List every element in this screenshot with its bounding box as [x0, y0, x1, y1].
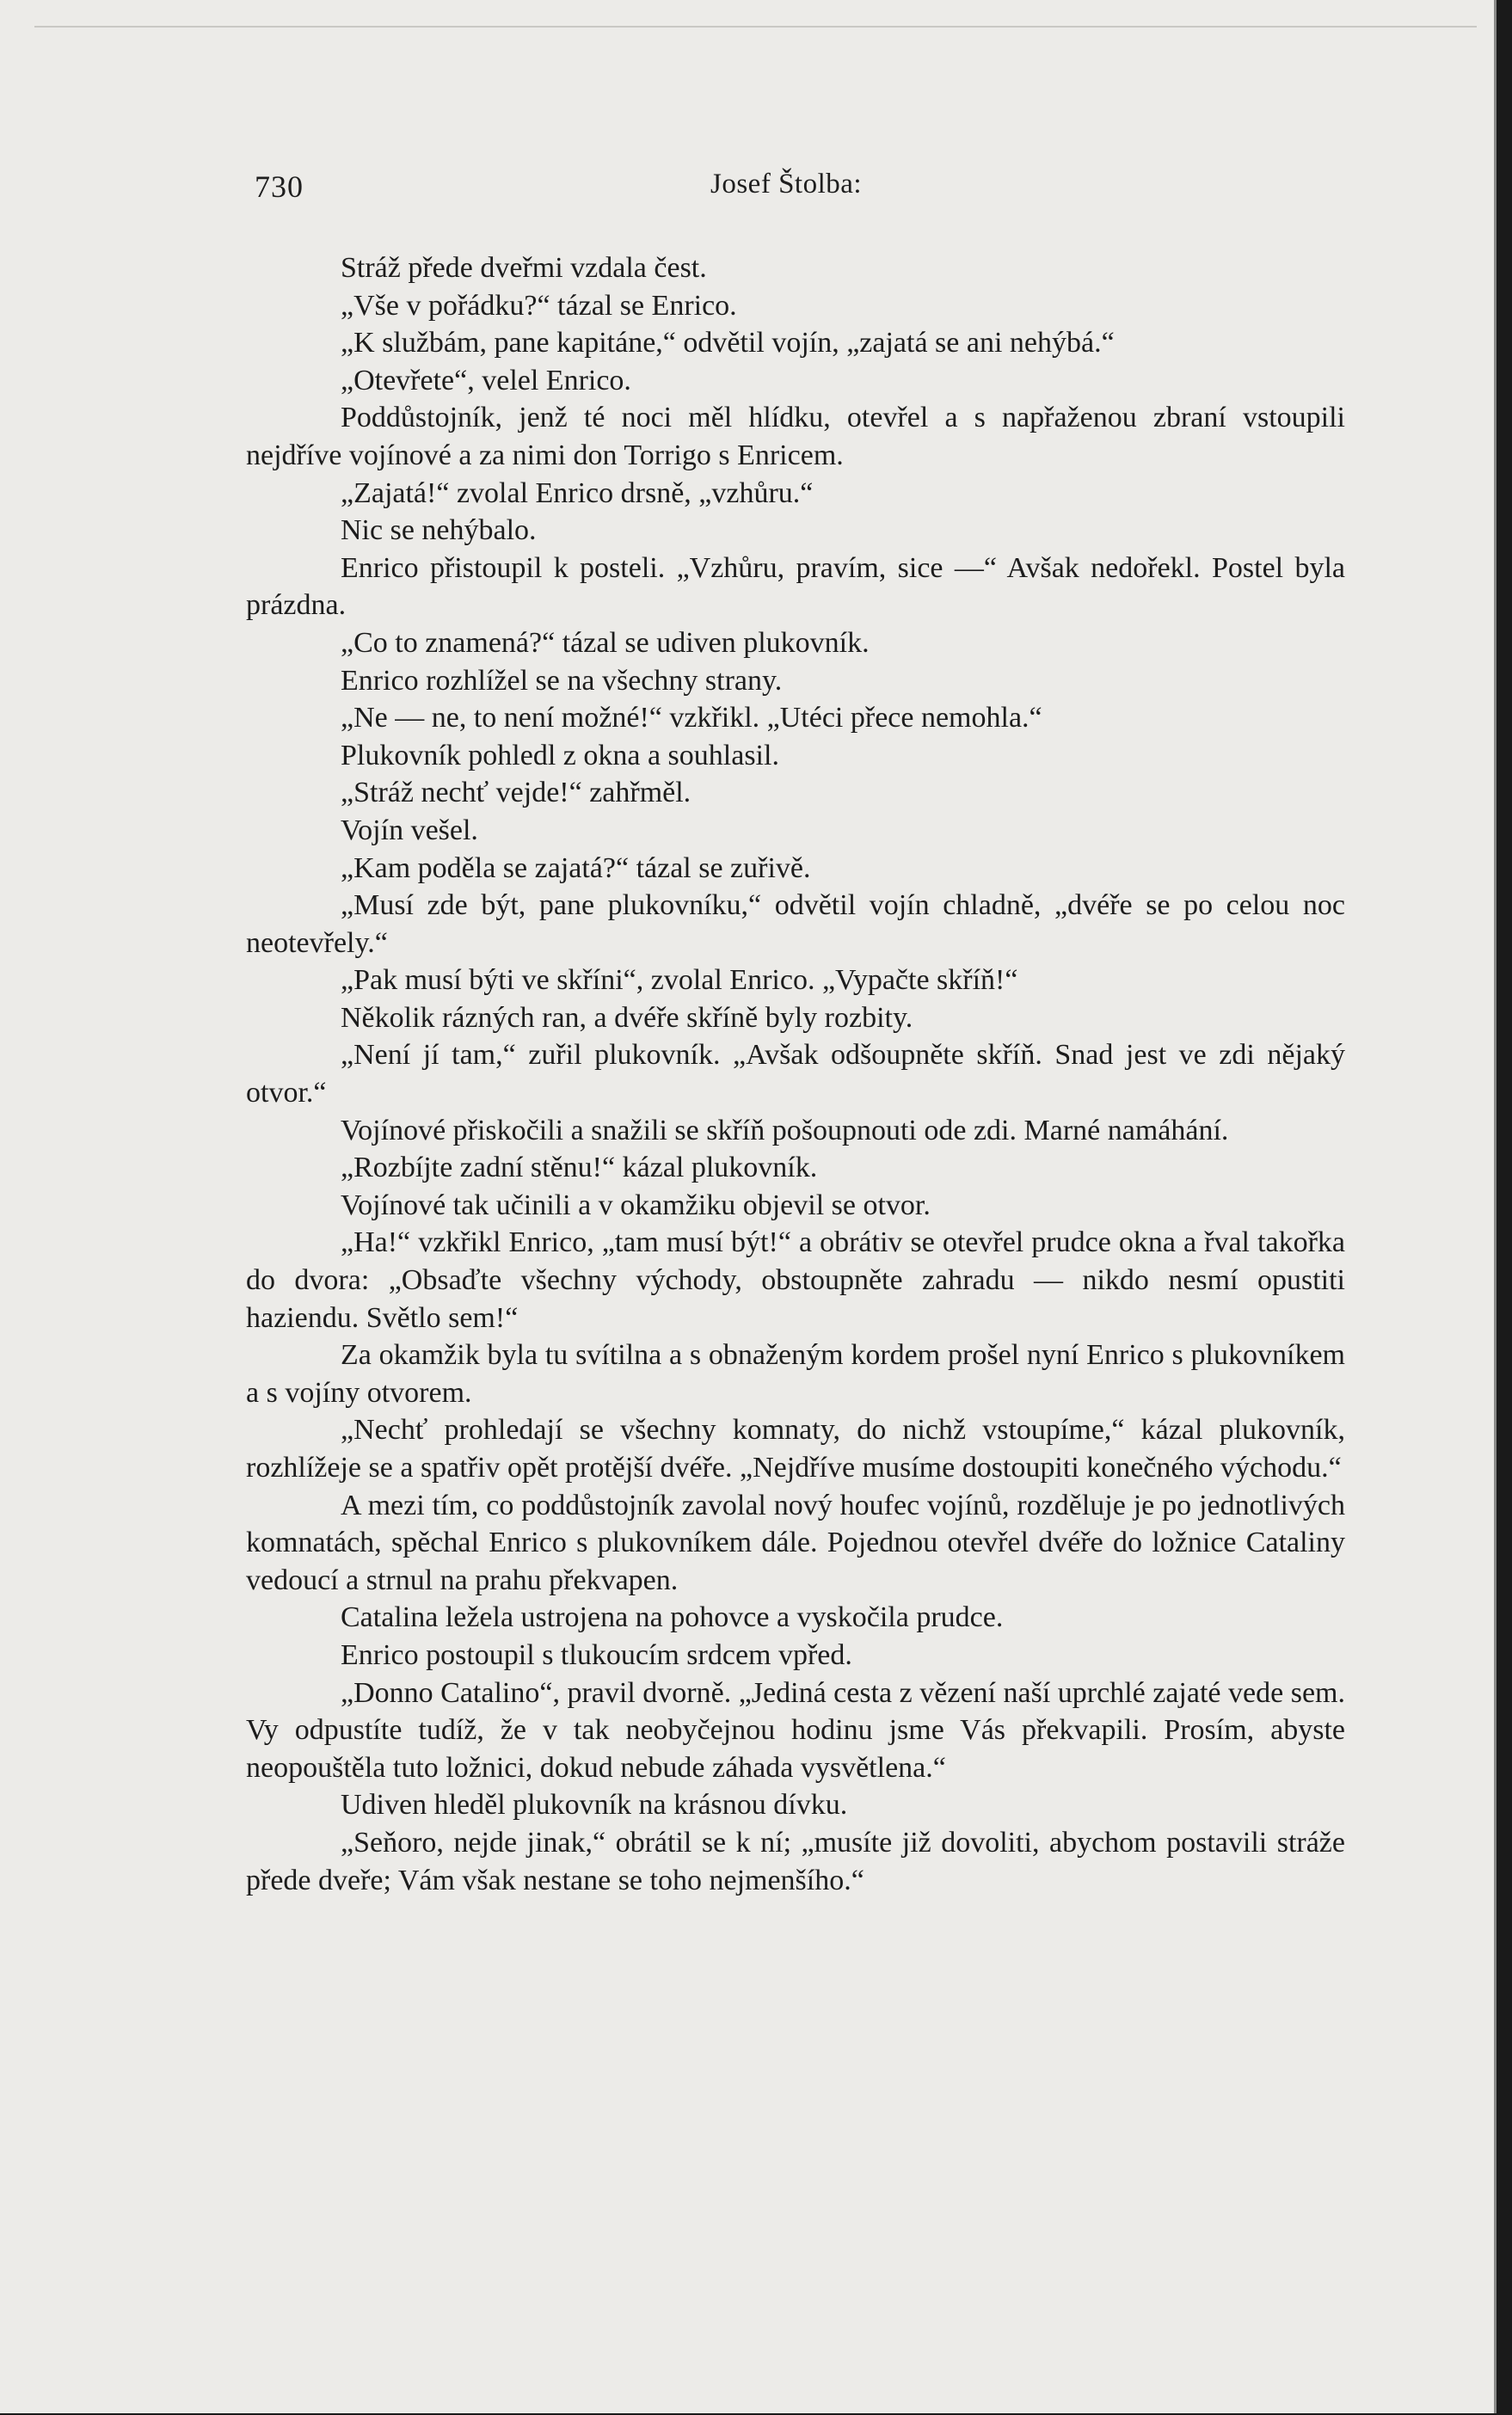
paragraph: „Kam poděla se zajatá?“ tázal se zuřivě.: [341, 851, 811, 884]
paragraph: Vojín vešel.: [341, 814, 478, 846]
paragraph: „Nechť prohledají se všechny komnaty, do nichž vstoupíme,“ kázal plukovník, rozhlížeje se a spatřiv opět protější dvéře. „Nejdříve musíme dostoupiti konečného východu.“: [246, 1414, 1345, 1484]
paragraph: Nic se nehýbalo.: [341, 514, 537, 547]
paragraph: Plukovník pohledl z okna a souhlasil.: [341, 739, 779, 771]
paragraph: Vojínové tak učinili a v okamžiku objevil se otvor.: [341, 1189, 931, 1221]
paragraph: Stráž přede dveřmi vzdala čest.: [341, 252, 707, 284]
paragraph: Několik rázných ran, a dvéře skříně byly rozbity.: [341, 1001, 913, 1034]
paragraph: „K službám, pane kapitáne,“ odvětil vojín, „zajatá se ani nehýbá.“: [341, 327, 1115, 359]
paragraph: „Donno Catalino“, pravil dvorně. „Jediná cesta z vězení naší uprchlé zajaté vede sem. Vy odpustíte tudíž, že v tak neobyčejnou hodinu jsme Vás překvapili. Prosím, abyste neopouštěla tuto ložnici, dokud nebude záhada vysvětlena.“: [246, 1676, 1345, 1784]
paragraph: A mezi tím, co poddůstojník zavolal nový houfec vojínů, rozděluje je po jednotlivých komnatách, spěchal Enrico s plukovníkem dále. Pojednou otevřel dvéře do ložnice Cataliny vedoucí a strnul na prahu překvapen.: [246, 1489, 1345, 1596]
paragraph: Udiven hleděl plukovník na krásnou dívku.: [341, 1789, 848, 1822]
paragraph: Catalina ležela ustrojena na pohovce a vyskočila prudce.: [341, 1601, 1004, 1634]
paragraph: Vojínové přiskočili a snažili se skříň pošoupnouti ode zdi. Marné namáhání.: [341, 1114, 1229, 1146]
paragraph: „Pak musí býti ve skříni“, zvolal Enrico. „Vypačte skříň!“: [341, 964, 1018, 997]
page-edge-line: [34, 26, 1477, 28]
running-head: Josef Štolba:: [710, 169, 863, 200]
paragraph: „Seňoro, nejde jinak,“ obrátil se k ní; „musíte již dovoliti, abychom postavili stráže přede dveře; Vám však nestane se toho nejmenšího.“: [246, 1826, 1345, 1896]
paragraph: „Vše v pořádku?“ tázal se Enrico.: [341, 289, 737, 322]
paragraph: Za okamžik byla tu svítilna a s obnaženým kordem prošel nyní Enrico s plukovníkem a s vojíny otvorem.: [246, 1339, 1345, 1409]
paragraph: „Otevřete“, velel Enrico.: [341, 364, 631, 396]
paragraph: „Stráž nechť vejde!“ zahřměl.: [341, 777, 691, 809]
paragraph: „Není jí tam,“ zuřil plukovník. „Avšak odšoupněte skříň. Snad jest ve zdi nějaký otvor.“: [246, 1039, 1345, 1109]
paragraph: „Musí zde být, pane plukovníku,“ odvětil vojín chladně, „dvéře se po celou noc neotevřely.“: [246, 889, 1345, 959]
paragraph: Poddůstojník, jenž té noci měl hlídku, otevřel a s napřaženou zbraní vstoupili nejdříve vojínové a za nimi don Torrigo s Enricem.: [246, 402, 1345, 471]
paragraph: „Ne — ne, to není možné!“ vzkřikl. „Utéci přece nemohla.“: [341, 702, 1042, 734]
page-header: [255, 169, 1345, 217]
body-text: [246, 249, 1345, 1899]
paragraph: „Rozbíjte zadní stěnu!“ kázal plukovník.: [341, 1152, 818, 1184]
paragraph: Enrico přistoupil k posteli. „Vzhůru, pravím, sice —“ Avšak nedořekl. Postel byla prázdna.: [246, 551, 1345, 622]
paragraph: „Co to znamená?“ tázal se udiven plukovník.: [341, 626, 870, 659]
page-number: 730: [255, 169, 304, 204]
paragraph: Enrico rozhlížel se na všechny strany.: [341, 664, 783, 697]
paragraph: „Ha!“ vzkřikl Enrico, „tam musí být!“ a obrátiv se otevřel prudce okna a řval takořka do dvora: „Obsaďte všechny východy, obstoupněte zahradu — nikdo nesmí opustiti haziendu. Světlo sem!“: [246, 1226, 1345, 1334]
paragraph: Enrico postoupil s tlukoucím srdcem vpřed.: [341, 1638, 852, 1671]
paragraph: „Zajatá!“ zvolal Enrico drsně, „vzhůru.“: [341, 476, 814, 509]
